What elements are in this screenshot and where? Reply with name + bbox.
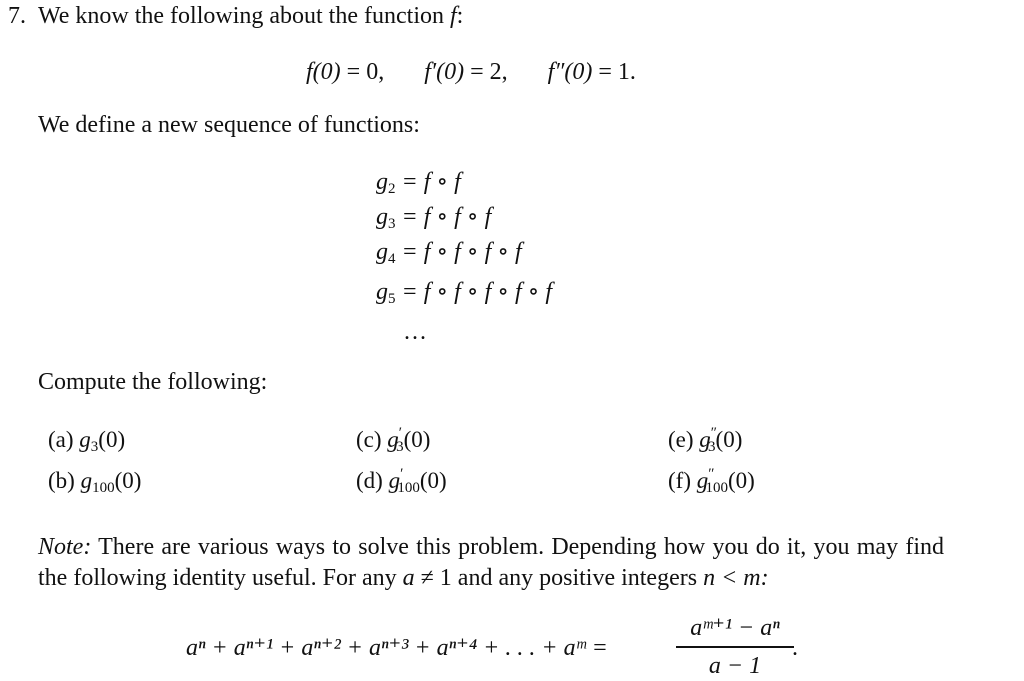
given-f2-rhs: = 1. <box>598 59 636 85</box>
problem-number: 7. <box>8 3 26 29</box>
sequence-fn-name: g <box>376 204 388 230</box>
given-f0-rhs: = 0, <box>346 59 385 85</box>
part-label: (e) <box>668 427 694 452</box>
sequence-fn-index: 4 <box>388 251 396 267</box>
part-a <box>48 427 126 455</box>
note-paragraph <box>38 532 944 594</box>
part-arg: (0) <box>715 427 743 452</box>
note-text-1: There are various ways to solve this problem. Depending how you do it, you may find the following identity useful. For any <box>38 534 944 591</box>
part-fn: g <box>388 468 401 493</box>
part-prime: ′ <box>400 466 404 482</box>
sequence-row-g4 <box>376 239 522 267</box>
identity-denominator: a − 1 <box>708 652 762 679</box>
given-f1-lhs: f′(0) <box>424 59 465 85</box>
note-cond-var: a <box>402 565 415 591</box>
part-label: (c) <box>356 427 382 452</box>
part-fn: g <box>79 427 91 452</box>
part-e <box>668 425 743 455</box>
sequence-fn-index: 3 <box>388 216 396 232</box>
part-arg: (0) <box>419 468 447 493</box>
part-sub: 100 <box>397 480 420 496</box>
part-fn: g <box>80 468 93 493</box>
part-label: (d) <box>356 468 383 493</box>
sequence-fn-expr: = f ∘ f ∘ f ∘ f <box>401 239 522 265</box>
sequence-fn-expr: = f ∘ f <box>401 169 461 195</box>
identity-numerator: aᵐ⁺¹ − aⁿ <box>690 615 780 641</box>
given-f1-rhs: = 2, <box>470 59 508 85</box>
intro-colon: : <box>456 3 464 29</box>
sequence-fn-name: g <box>376 279 388 305</box>
part-sub: 3 <box>90 439 99 455</box>
sequence-fn-index: 2 <box>388 181 396 197</box>
part-arg: (0) <box>114 468 142 493</box>
note-label: Note: <box>38 534 92 560</box>
part-sub: 100 <box>705 480 728 496</box>
sequence-row-g2 <box>376 169 461 197</box>
part-sub: 3 <box>708 439 716 455</box>
given-values <box>306 60 636 84</box>
part-fn: g <box>699 427 711 452</box>
part-arg: (0) <box>727 468 755 493</box>
part-sub: 100 <box>92 480 115 496</box>
given-f0-lhs: f(0) <box>306 59 341 85</box>
identity-period: . <box>792 635 798 661</box>
sequence-row-g5 <box>376 279 553 307</box>
part-prime: ′ <box>398 425 403 441</box>
define-text: We define a new sequence of functions: <box>38 112 420 138</box>
part-c <box>356 425 431 455</box>
compute-text: Compute the following: <box>38 369 268 395</box>
part-label: (f) <box>668 468 691 493</box>
part-label: (b) <box>48 468 75 493</box>
part-sub: 3 <box>396 439 404 455</box>
intro-text <box>38 4 463 28</box>
sequence-row-g3 <box>376 204 492 232</box>
intro-function-symbol: f <box>449 3 457 29</box>
sequence-fn-expr: = f ∘ f ∘ f <box>401 204 492 230</box>
identity-lhs: aⁿ + aⁿ⁺¹ + aⁿ⁺² + aⁿ⁺³ + aⁿ⁺⁴ + . . . + aᵐ = <box>186 635 608 661</box>
identity-fraction <box>676 616 794 678</box>
part-prime: ″ <box>710 425 718 441</box>
fraction-bar <box>676 646 794 648</box>
note-inequality: n < m: <box>703 565 769 591</box>
given-f2-lhs: f″(0) <box>547 59 593 85</box>
part-f <box>668 466 755 496</box>
part-fn: g <box>696 468 709 493</box>
sequence-fn-index: 5 <box>388 291 396 307</box>
part-arg: (0) <box>98 427 126 452</box>
part-label: (a) <box>48 427 74 452</box>
part-prime: ″ <box>708 466 715 482</box>
part-b <box>48 468 142 496</box>
part-d <box>356 466 447 496</box>
sequence-ellipsis: ... <box>404 319 428 345</box>
sequence-fn-name: g <box>376 169 388 195</box>
sequence-fn-expr: = f ∘ f ∘ f ∘ f ∘ f <box>401 279 553 305</box>
part-fn: g <box>387 427 399 452</box>
note-text-2: and any positive integers <box>457 565 698 591</box>
sequence-fn-name: g <box>376 239 388 265</box>
part-arg: (0) <box>403 427 431 452</box>
note-cond-rel: ≠ 1 <box>420 565 452 591</box>
intro-sentence: We know the following about the function <box>38 3 444 29</box>
